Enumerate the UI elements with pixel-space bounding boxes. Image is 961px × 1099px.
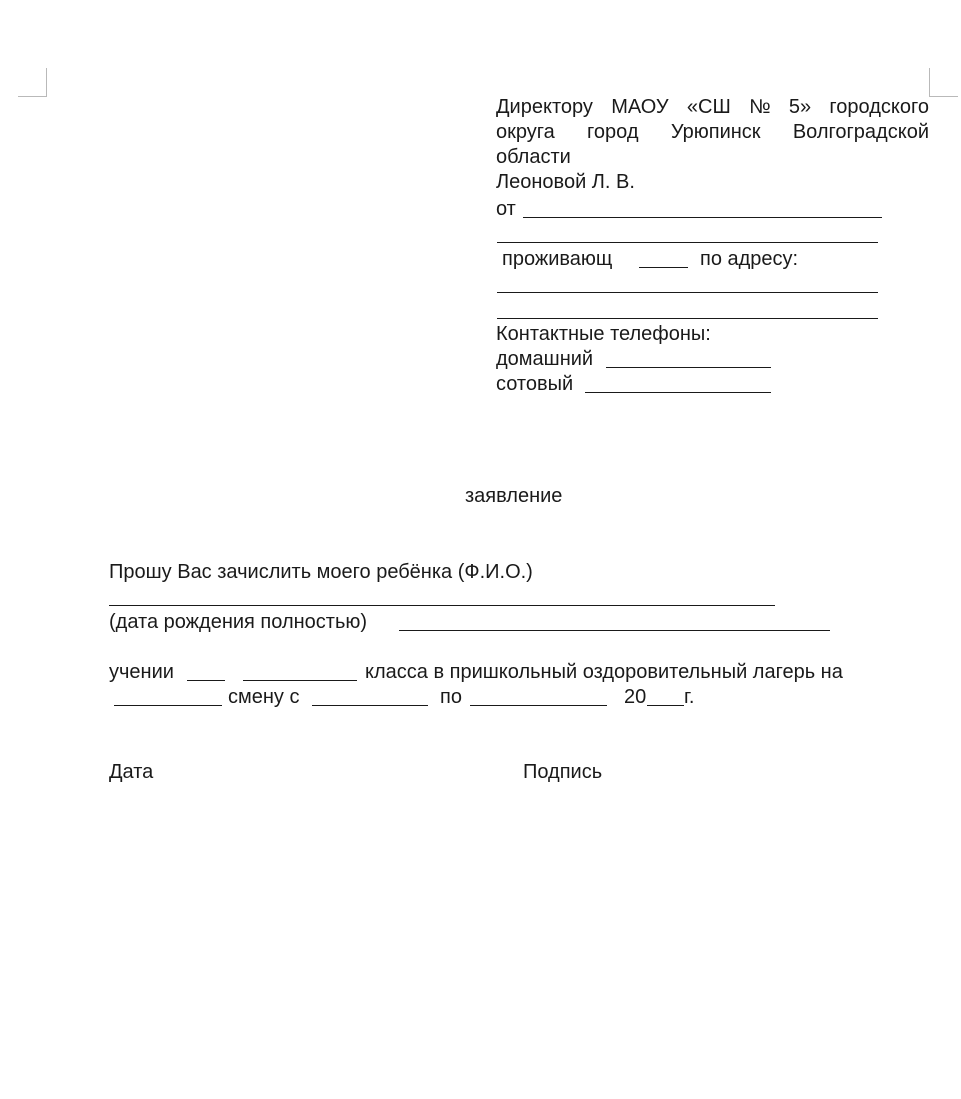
home-phone-label: домашний — [496, 348, 594, 370]
word: 5» — [788, 96, 812, 118]
addressee-line-1 — [496, 95, 929, 120]
year-prefix: 20 — [624, 686, 647, 708]
student-label: учении — [109, 661, 174, 683]
from-field-line[interactable] — [523, 217, 882, 218]
word: Директору — [496, 96, 593, 118]
word: город — [587, 121, 639, 143]
addressee-line-3: области — [496, 146, 571, 168]
birth-date-field[interactable] — [399, 630, 830, 631]
word: № — [749, 96, 771, 118]
director-name: Леоновой Л. В. — [496, 171, 635, 193]
year-field[interactable] — [647, 705, 684, 706]
residing-label: проживающ — [502, 248, 613, 270]
request-text: Прошу Вас зачислить моего ребёнка (Ф.И.О.) — [109, 561, 533, 583]
to-label: по — [440, 686, 462, 708]
addressee-line-2 — [496, 120, 929, 145]
word: округа — [496, 121, 555, 143]
address-field-line-1[interactable] — [497, 292, 878, 293]
word: Волгоградской — [792, 121, 929, 143]
address-label: по адресу: — [700, 248, 799, 270]
page-corner-mark-right — [929, 68, 958, 97]
shift-end-field[interactable] — [470, 705, 607, 706]
shift-start-field[interactable] — [312, 705, 428, 706]
document-title: заявление — [465, 485, 563, 507]
class-field[interactable] — [243, 680, 357, 681]
address-field-line-2[interactable] — [497, 318, 878, 319]
mobile-phone-field[interactable] — [585, 392, 771, 393]
word: МАОУ — [611, 96, 669, 118]
shift-label: смену с — [228, 686, 300, 708]
word: Урюпинск — [670, 121, 761, 143]
word: городского — [829, 96, 929, 118]
contacts-label: Контактные телефоны: — [496, 323, 711, 345]
year-suffix: г. — [684, 686, 695, 708]
residing-ending-field[interactable] — [639, 267, 688, 268]
shift-number-field[interactable] — [114, 705, 222, 706]
page-corner-mark-left — [18, 68, 47, 97]
student-ending-field[interactable] — [187, 680, 225, 681]
from-label: от — [496, 198, 516, 220]
class-camp-text: класса в пришкольный оздоровительный лагерь на — [365, 661, 843, 683]
child-name-field[interactable] — [109, 605, 775, 606]
birth-date-label: (дата рождения полностью) — [109, 611, 368, 633]
home-phone-field[interactable] — [606, 367, 771, 368]
word: «СШ — [686, 96, 731, 118]
addressee-block — [496, 95, 929, 195]
signature-label: Подпись — [523, 761, 603, 783]
date-label: Дата — [109, 761, 154, 783]
from-field-line-2[interactable] — [497, 242, 878, 243]
mobile-phone-label: сотовый — [496, 373, 574, 395]
